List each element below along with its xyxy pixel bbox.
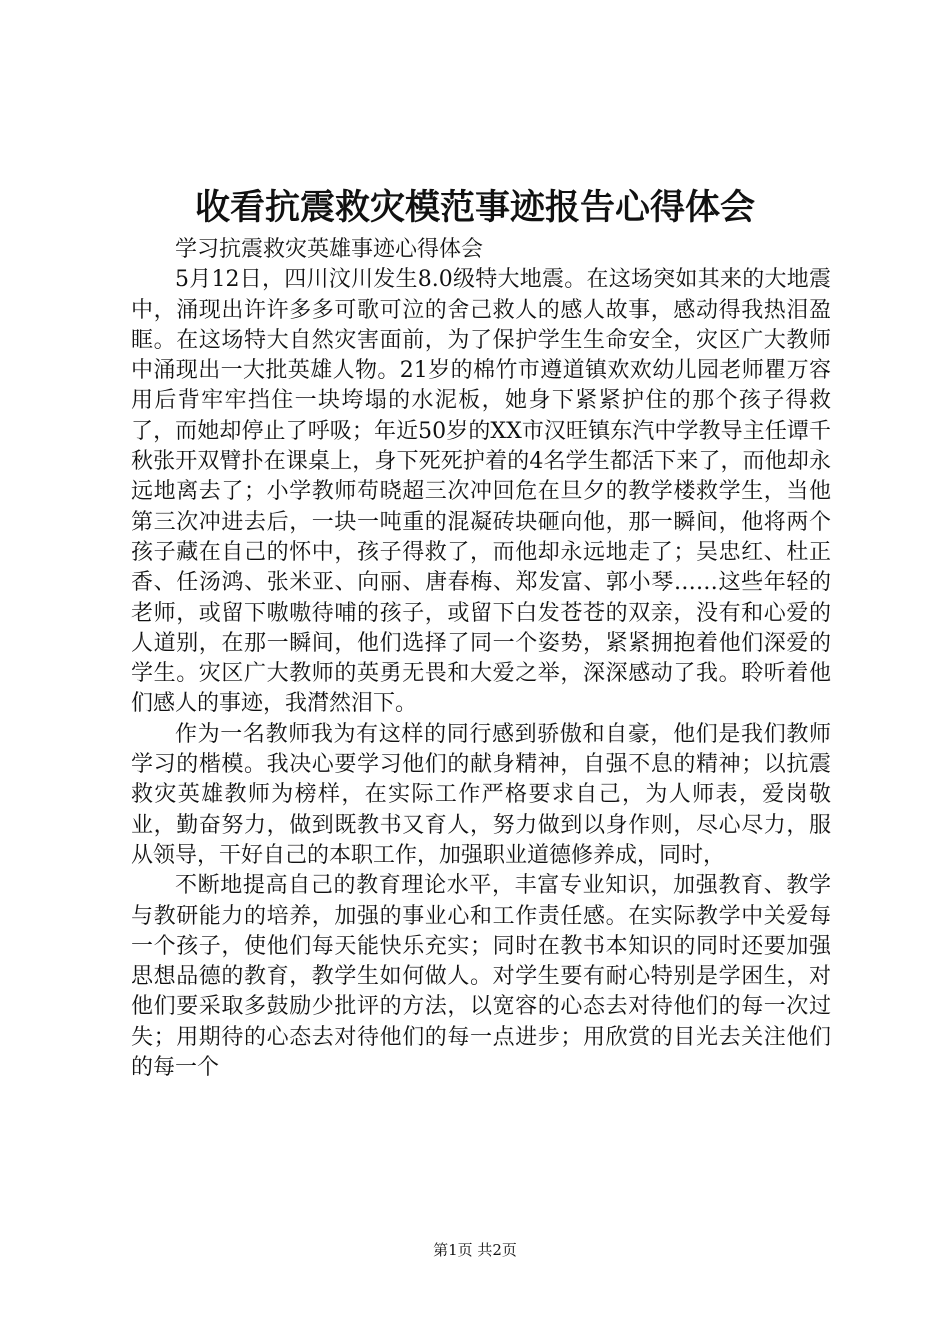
document-body: [131, 235, 831, 1083]
document-title: 收看抗震救灾模范事迹报告心得体会: [194, 187, 755, 228]
body-paragraph: 作为一名教师我为有这样的同行感到骄傲和自豪，他们是我们教师学习的楷模。我决心要学习他们的献身精神，自强不息的精神；以抗震救灾英雄教师为榜样，在实际工作严格要求自己，为人师表，爱岗敬业，勤奋努力，做到既教书又育人，努力做到以身作则，尽心尽力，服从领导，干好自己的本职工作，加强职业道德修养成，同时，: [131, 721, 831, 868]
body-paragraph: 5月12日，四川汶川发生8.0级特大地震。在这场突如其来的大地震中，涌现出许许多多可歌可泣的舍己救人的感人故事，感动得我热泪盈眶。在这场特大自然灾害面前，为了保护学生生命安全，灾区广大教师中涌现出一大批英雄人物。21岁的棉竹市遵道镇欢欢幼儿园老师瞿万容用后背牢牢挡住一块垮塌的水泥板，她身下紧紧护住的那个孩子得救了，而她却停止了呼吸；年近50岁的XX市汉旺镇东汽中学教导主任谭千秋张开双臂扑在课桌上，身下死死护着的4名学生都活下来了，而他却永远地离去了；小学教师苟晓超三次冲回危在旦夕的教学楼救学生，当他第三次冲进去后，一块一吨重的混凝砖块砸向他，那一瞬间，他将两个孩子藏在自己的怀中，孩子得救了，而他却永远地走了；吴忠红、杜正香、任汤鸿、张米亚、向丽、唐春梅、郑发富、郭小琴……这些年轻的老师，或留下嗷嗷待哺的孩子，或留下白发苍苍的双亲，没有和心爱的人道别，在那一瞬间，他们选择了同一个姿势，紧紧拥抱着他们深爱的学生。灾区广大教师的英勇无畏和大爱之举，深深感动了我。聆听着他们感人的事迹，我潸然泪下。: [131, 267, 831, 717]
subtitle-paragraph: 学习抗震救灾英雄事迹心得体会: [175, 237, 484, 262]
page-number-footer: 第1页 共2页: [433, 1241, 517, 1259]
body-paragraph: 不断地提高自己的教育理论水平，丰富专业知识，加强教育、教学与教研能力的培养，加强的事业心和工作责任感。在实际教学中关爱每一个孩子，使他们每天能快乐充实；同时在教书本知识的同时还要加强思想品德的教育，教学生如何做人。对学生要有耐心特别是学困生，对他们要采取多鼓励少批评的方法，以宽容的心态去对待他们的每一次过失；用期待的心态去对待他们的每一点进步；用欣赏的目光去关注他们的每一个: [131, 873, 831, 1081]
